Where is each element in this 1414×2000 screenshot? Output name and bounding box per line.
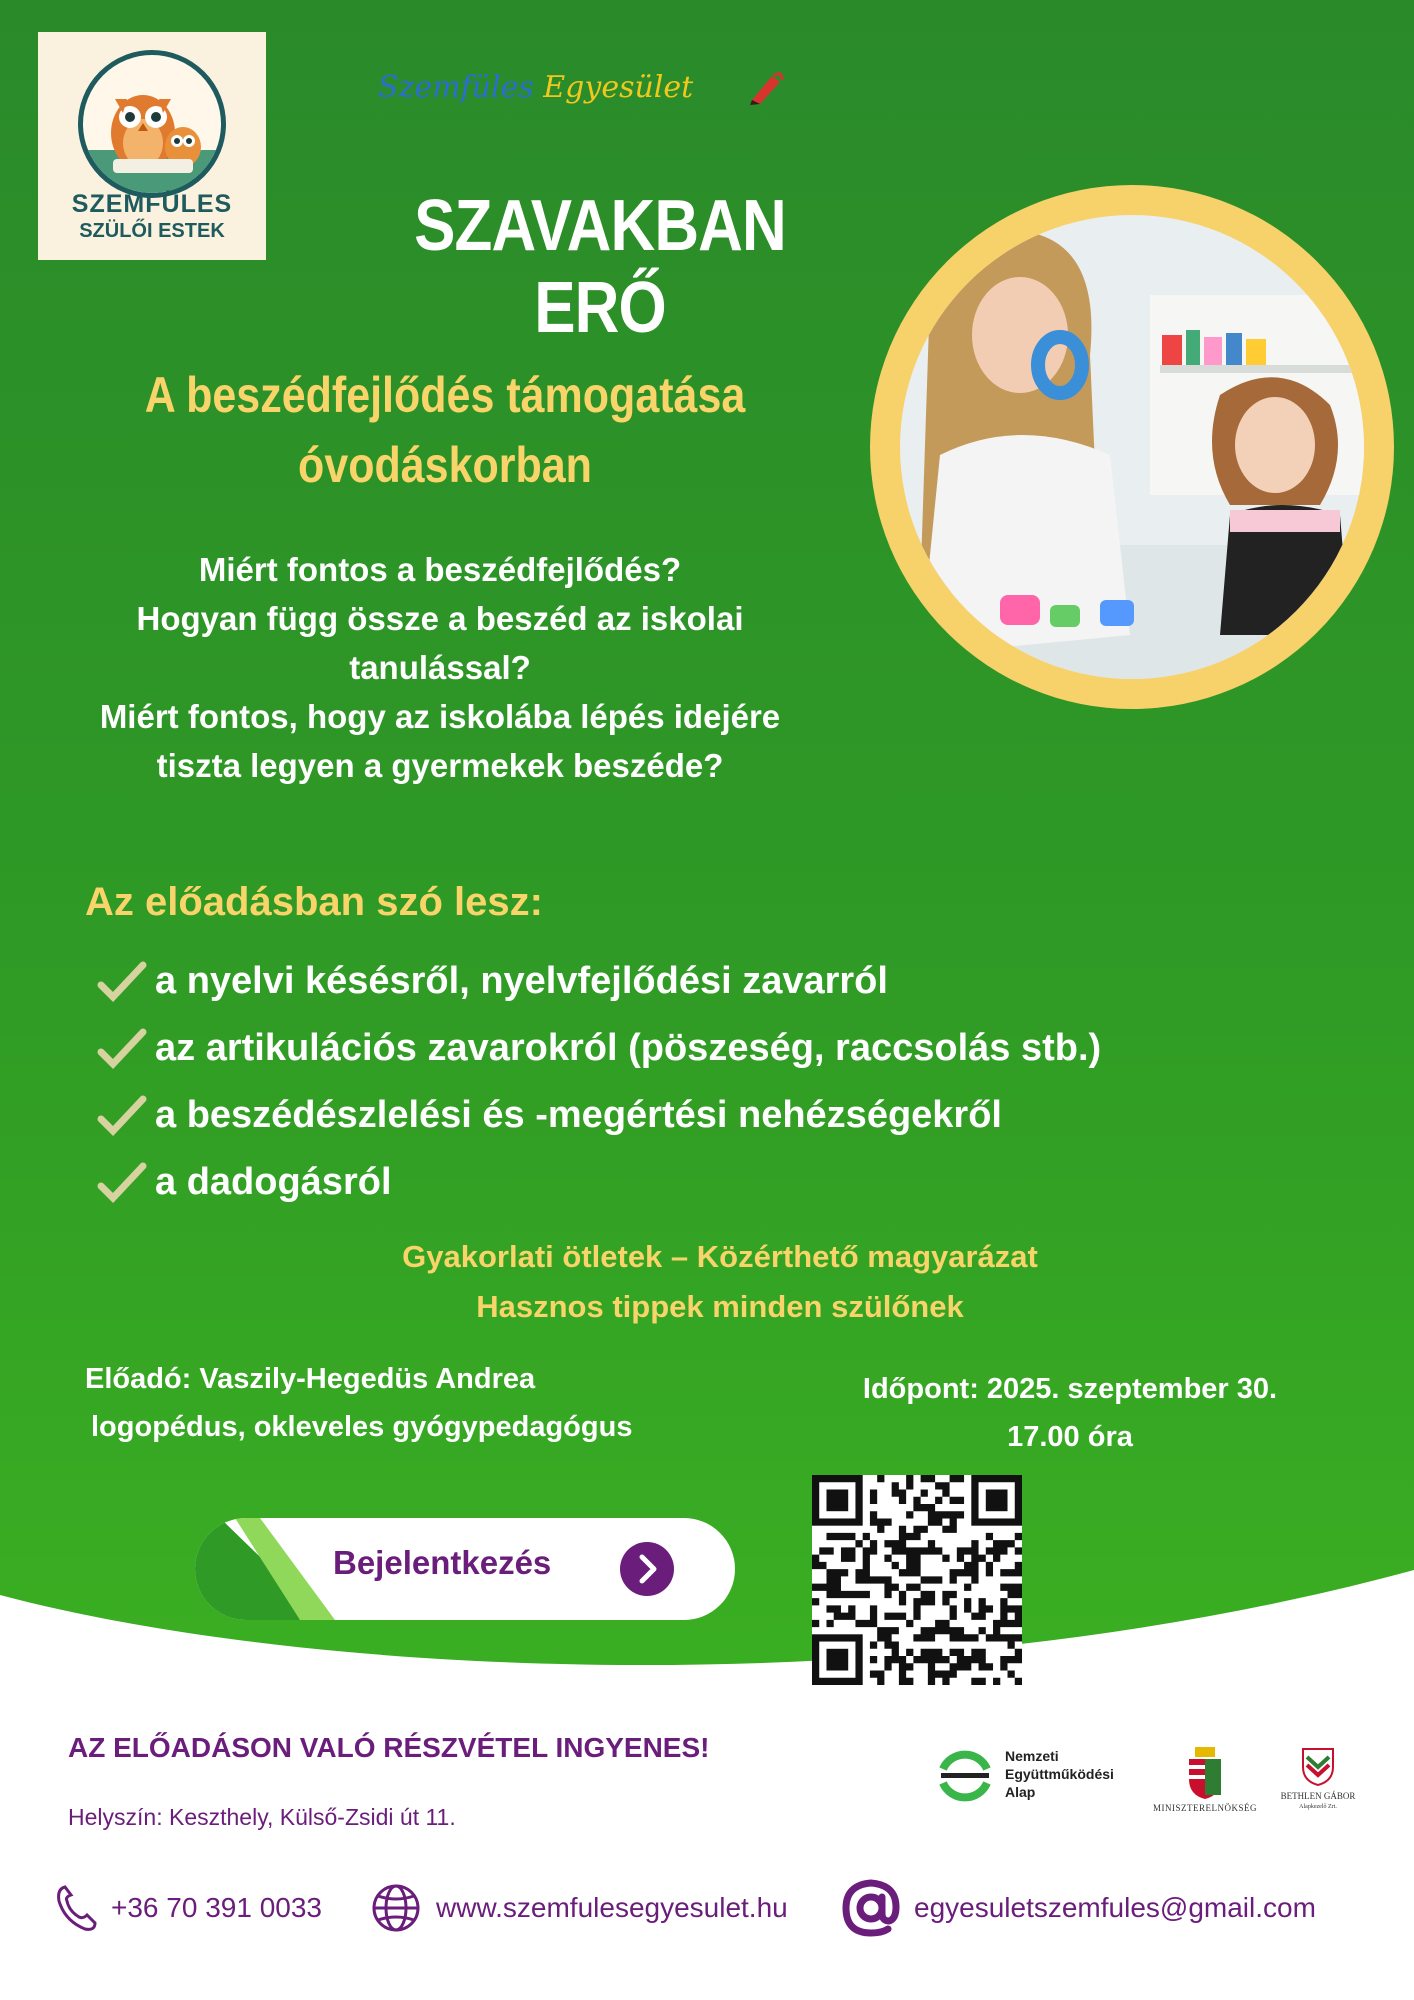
check-icon [95,957,155,1007]
pencil-icon [748,70,784,106]
subtitle [114,360,776,500]
ministry-text: MINISZTERELNÖKSÉG [1153,1803,1257,1813]
nea-text-line: Együttműködési [1005,1766,1114,1782]
topic-text: a dadogásról [155,1161,392,1203]
event-date: Időpont: 2025. szeptember 30. [862,1373,1278,1405]
topic-text: az artikulációs zavarokról (pöszeség, raccsolás stb.) [155,1027,1102,1069]
check-icon [95,1158,155,1208]
event-hour: 17.00 óra [1007,1421,1133,1453]
contact-web[interactable] [370,1878,788,1938]
logo-line-1: SZEMFÜLES [71,190,233,218]
ministry-logo [1145,1745,1265,1815]
tagline: Gyakorlati ötletek – Közérthető magyarázat [402,1239,1038,1274]
qr-code[interactable] [812,1475,1022,1685]
topics-list [95,948,1355,1216]
taglines [240,1232,1200,1332]
list-item [95,1149,1355,1216]
question-line: tanulással? [349,649,531,686]
brand-part-1: Szemfüles [378,70,534,105]
list-item [95,1015,1355,1082]
phone-icon [55,1883,97,1933]
login-button-label: Bejelentkezés [333,1544,552,1581]
phone-number: +36 70 391 0033 [111,1892,322,1923]
contact-phone[interactable] [55,1878,322,1938]
email-link[interactable]: egyesuletszemfules@gmail.com [914,1892,1316,1923]
coat-of-arms-icon [1185,1747,1225,1799]
owl-icon [78,50,226,198]
check-icon [95,1024,155,1074]
website-link[interactable]: www.szemfulesegyesulet.hu [436,1892,788,1923]
nea-icon [935,1745,995,1805]
questions-block [30,545,850,790]
bga-logo [1278,1745,1358,1815]
presenter-name: Előadó: Vaszily-Hegedüs Andrea [85,1363,536,1395]
speech-therapy-photo [900,215,1364,679]
presenter-info [85,1355,785,1451]
presenter-title: logopédus, okleveles gyógypedagógus [91,1411,633,1443]
brand-part-2: Egyesület [543,70,694,105]
chevron-right-icon[interactable] [620,1542,674,1596]
subtitle-line-1: A beszédfejlődés támogatása [144,367,746,423]
nea-text-line: Alap [1005,1784,1036,1800]
event-time [790,1365,1350,1461]
check-icon [95,1091,155,1141]
bga-shield-icon [1301,1747,1335,1787]
venue: Helyszín: Keszthely, Külső-Zsidi út 11. [68,1804,456,1830]
question-line: Miért fontos a beszédfejlődés? [198,551,682,588]
topic-text: a beszédészlelési és -megértési nehézségekről [155,1094,1002,1136]
brand-wordmark [378,70,798,130]
nea-logo [935,1745,1155,1815]
topic-text: a nyelvi késésről, nyelvfejlődési zavarról [155,960,888,1002]
bga-subtext: Alapkezelő Zrt. [1299,1804,1337,1810]
list-item [95,1082,1355,1149]
question-line: Miért fontos, hogy az iskolába lépés idejére [99,698,781,735]
question-line: tiszta legyen a gyermekek beszéde? [156,747,724,784]
subtitle-line-2: óvodáskorban [298,437,592,493]
nea-text [1005,1747,1155,1801]
logo-line-2: SZÜLŐI ESTEK [79,220,225,242]
bga-text: BETHLEN GÁBOR [1280,1791,1356,1801]
szemfules-logo [38,32,266,260]
nea-text-line: Nemzeti [1005,1748,1059,1764]
login-button[interactable] [195,1518,735,1620]
list-item [95,948,1355,1015]
page-title: SZAVAKBAN ERŐ [414,186,786,348]
at-sign-icon [842,1879,900,1937]
free-notice: AZ ELŐADÁSON VALÓ RÉSZVÉTEL INGYENES! [68,1732,710,1763]
contact-email[interactable] [842,1878,1316,1938]
globe-icon [370,1882,422,1934]
tagline: Hasznos tippek minden szülőnek [476,1289,964,1324]
question-line: Hogyan függ össze a beszéd az iskolai [136,600,744,637]
section-title: Az előadásban szó lesz: [85,880,543,924]
